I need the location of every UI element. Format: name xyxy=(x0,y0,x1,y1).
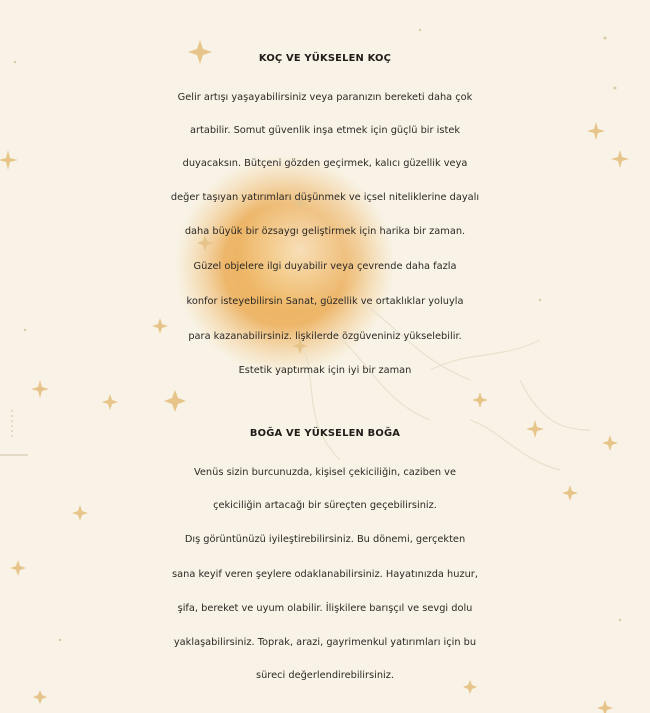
section-line: daha büyük bir özsaygı geliştirmek için harika bir zaman. xyxy=(184,226,466,237)
section-line: Dış görüntünüzü iyileştirebilirsiniz. Bu dönemi, gerçekten xyxy=(184,534,466,545)
section-line: yaklaşabilirsiniz. Toprak, arazi, gayrimenkul yatırımları için bu xyxy=(173,637,477,648)
section-line: süreci değerlendirebilirsiniz. xyxy=(255,670,395,681)
section-line: sana keyif veren şeylere odaklanabilirsiniz. Hayatınızda huzur, xyxy=(172,569,478,580)
section-title-boga: BOĞA VE YÜKSELEN BOĞA xyxy=(249,428,401,439)
section-line: duyacaksın. Bütçeni gözden geçirmek, kalıcı güzellik veya xyxy=(182,158,468,169)
section-line: artabilir. Somut güvenlik inşa etmek için güçlü bir istek xyxy=(189,125,461,136)
section-line: para kazanabilirsiniz. lişkilerde özgüveniniz yükselebilir. xyxy=(188,331,462,342)
section-line: Güzel objelere ilgi duyabilir veya çevrende daha fazla xyxy=(193,261,457,272)
section-line: çekiciliğin artacağı bir süreçten geçebilirsiniz. xyxy=(213,500,437,511)
section-line: değer taşıyan yatırımları düşünmek ve içsel niteliklerine dayalı xyxy=(170,192,480,203)
section-line: Gelir artışı yaşayabilirsiniz veya paranızın bereketi daha çok xyxy=(177,92,473,103)
section-line: Venüs sizin burcunuzda, kişisel çekiciliğin, caziben ve xyxy=(193,467,457,478)
section-line: Estetik yaptırmak için iyi bir zaman xyxy=(238,365,412,376)
section-title-koc: KOÇ VE YÜKSELEN KOÇ xyxy=(258,53,392,64)
section-line: konfor isteyebilirsin Sanat, güzellik ve ortaklıklar yoluyla xyxy=(186,296,464,307)
section-line: şifa, bereket ve uyum olabilir. İlişkilere barışçıl ve sevgi dolu xyxy=(177,603,473,614)
